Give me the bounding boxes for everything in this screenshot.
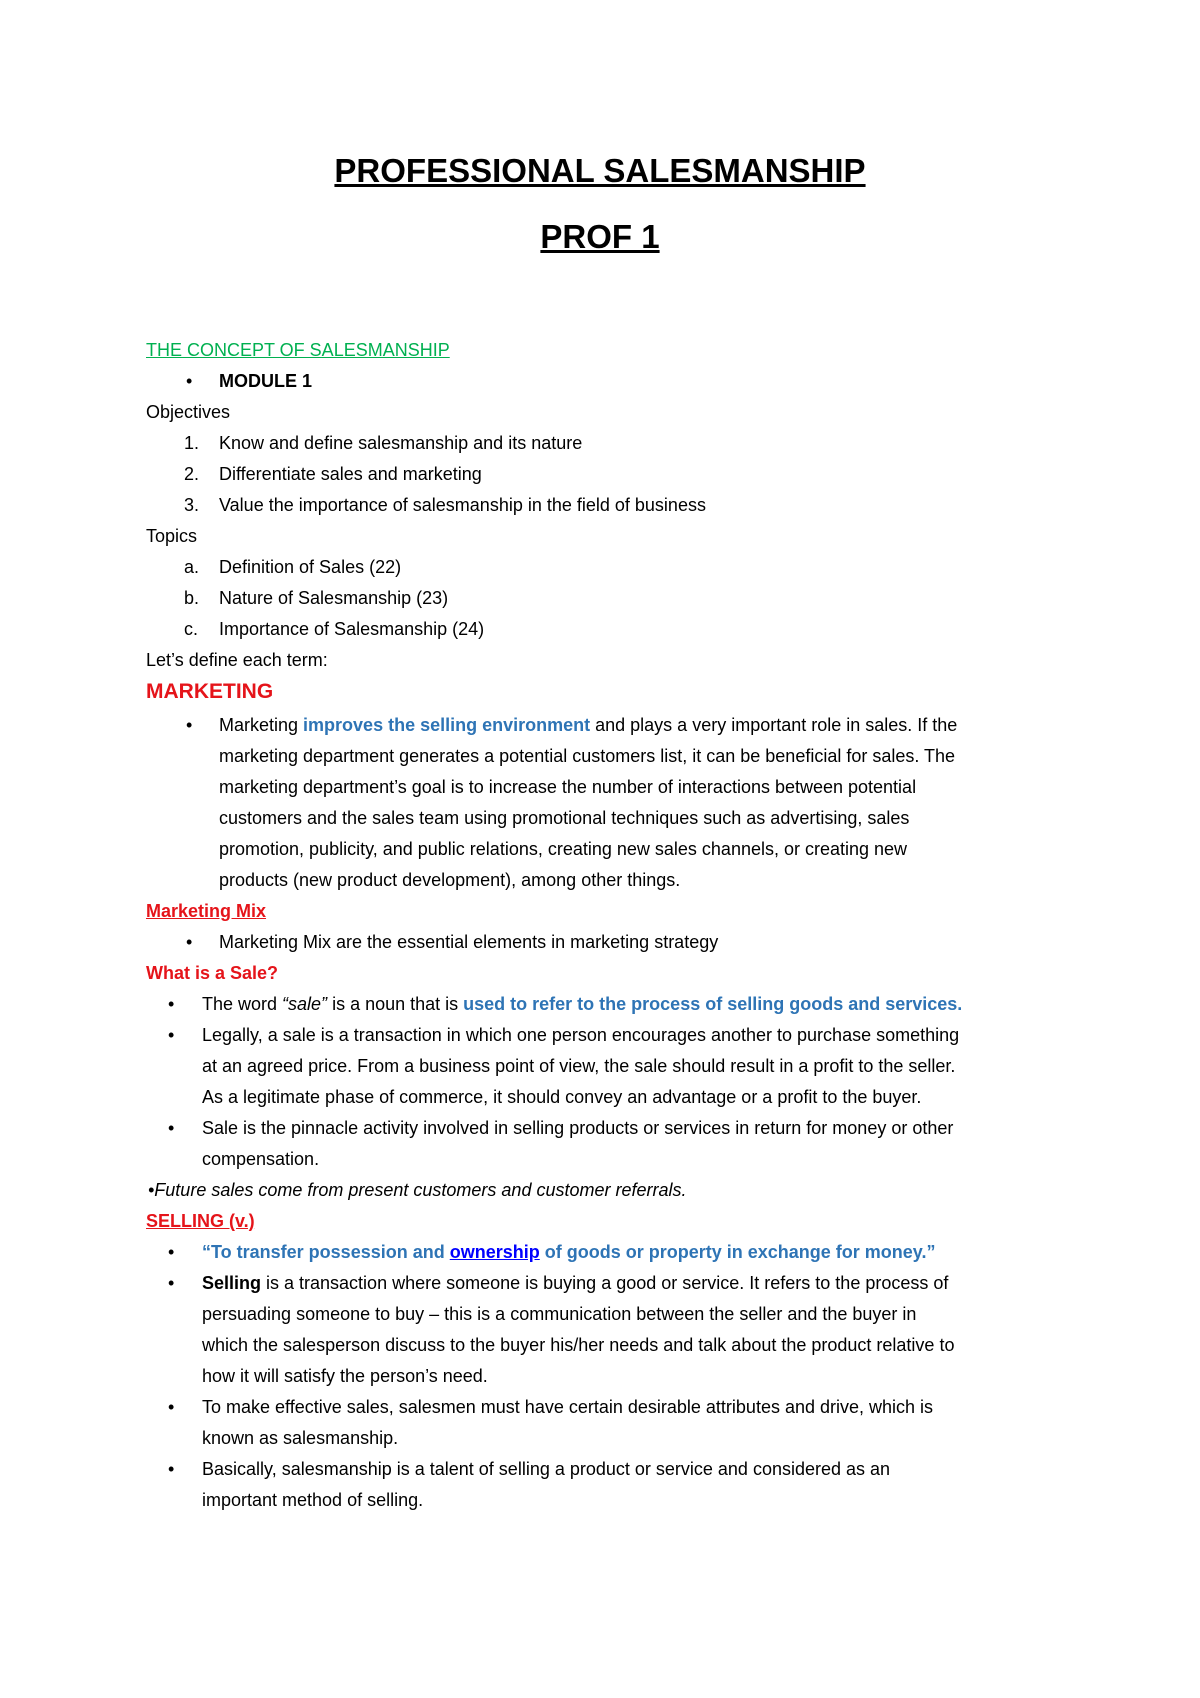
topics-label: Topics	[146, 526, 198, 546]
objective-item: Differentiate sales and marketing	[219, 464, 482, 484]
selling-talent-line: important method of selling.	[202, 1490, 424, 1510]
marketing-heading: MARKETING	[146, 680, 274, 703]
sale-legal-line: at an agreed price. From a business point of view, the sale should result in a profit to the seller.	[202, 1056, 956, 1076]
document-title: PROFESSIONAL SALESMANSHIP	[334, 152, 866, 189]
module-bullet: •	[186, 371, 193, 391]
objective-number: 1.	[184, 433, 200, 453]
module-label: MODULE 1	[219, 371, 313, 391]
marketing-paragraph-line: products (new product development), among other things.	[219, 870, 681, 890]
topic-letter: a.	[184, 557, 200, 577]
sale-definition-line: The word “sale” is a noun that is used to refer to the process of selling goods and services.	[202, 994, 963, 1014]
future-sales-note: •Future sales come from present customers and customer referrals.	[148, 1180, 687, 1200]
objective-item: Value the importance of salesmanship in the field of business	[219, 495, 706, 515]
topic-item: Importance of Salesmanship (24)	[219, 619, 485, 639]
objective-item: Know and define salesmanship and its nature	[219, 433, 583, 453]
sale-bullet: •	[168, 994, 175, 1014]
sale-heading: What is a Sale?	[146, 963, 279, 983]
marketing-paragraph-line: marketing department generates a potential customers list, it can be beneficial for sales. The	[219, 746, 956, 766]
define-intro: Let’s define each term:	[146, 650, 328, 670]
selling-heading: SELLING (v.)	[146, 1211, 255, 1231]
selling-bullet: •	[168, 1459, 175, 1479]
selling-bullet: •	[168, 1397, 175, 1417]
sale-pinnacle-line: Sale is the pinnacle activity involved in selling products or services in return for money or other	[202, 1118, 954, 1138]
topic-item: Definition of Sales (22)	[219, 557, 402, 577]
selling-transaction-line: persuading someone to buy – this is a communication between the seller and the buyer in	[202, 1304, 917, 1324]
marketing-mix-text: Marketing Mix are the essential elements in marketing strategy	[219, 932, 719, 952]
marketing-mix-bullet: •	[186, 932, 193, 952]
selling-effective-line: known as salesmanship.	[202, 1428, 399, 1448]
concept-heading: THE CONCEPT OF SALESMANSHIP	[146, 340, 450, 360]
sale-bullet: •	[168, 1118, 175, 1138]
topic-item: Nature of Salesmanship (23)	[219, 588, 449, 608]
selling-quote: “To transfer possession and ownership of goods or property in exchange for money.”	[202, 1242, 936, 1262]
marketing-paragraph-line: customers and the sales team using promotional techniques such as advertising, sales	[219, 808, 910, 828]
ownership-link[interactable]: ownership	[449, 1242, 540, 1262]
objective-number: 2.	[184, 464, 200, 484]
document-subtitle: PROF 1	[540, 218, 660, 255]
selling-transaction-line: Selling is a transaction where someone is buying a good or service. It refers to the process of	[202, 1273, 949, 1293]
selling-transaction-line: which the salesperson discuss to the buyer his/her needs and talk about the product relative to	[202, 1335, 955, 1355]
selling-bullet: •	[168, 1273, 175, 1293]
selling-transaction-line: how it will satisfy the person’s need.	[202, 1366, 488, 1386]
objectives-label: Objectives	[146, 402, 231, 422]
topic-letter: b.	[184, 588, 200, 608]
topic-letter: c.	[184, 619, 199, 639]
marketing-paragraph-line: Marketing improves the selling environment and plays a very important role in sales. If the	[219, 715, 958, 735]
sale-legal-line: As a legitimate phase of commerce, it should convey an advantage or a profit to the buyer.	[202, 1087, 922, 1107]
sale-pinnacle-line: compensation.	[202, 1149, 320, 1169]
marketing-paragraph-line: marketing department’s goal is to increase the number of interactions between potential	[219, 777, 917, 797]
selling-bullet: •	[168, 1242, 175, 1262]
objective-number: 3.	[184, 495, 200, 515]
sale-legal-line: Legally, a sale is a transaction in which one person encourages another to purchase something	[202, 1025, 960, 1045]
selling-effective-line: To make effective sales, salesmen must have certain desirable attributes and drive, which is	[202, 1397, 934, 1417]
sale-bullet: •	[168, 1025, 175, 1045]
marketing-highlight: improves the selling environment	[303, 715, 591, 735]
marketing-paragraph-line: promotion, publicity, and public relations, creating new sales channels, or creating new	[219, 839, 908, 859]
sale-highlight: used to refer to the process of selling goods and services.	[463, 994, 963, 1014]
marketing-bullet: •	[186, 715, 193, 735]
selling-talent-line: Basically, salesmanship is a talent of selling a product or service and considered as an	[202, 1459, 891, 1479]
marketing-mix-heading: Marketing Mix	[146, 901, 267, 921]
